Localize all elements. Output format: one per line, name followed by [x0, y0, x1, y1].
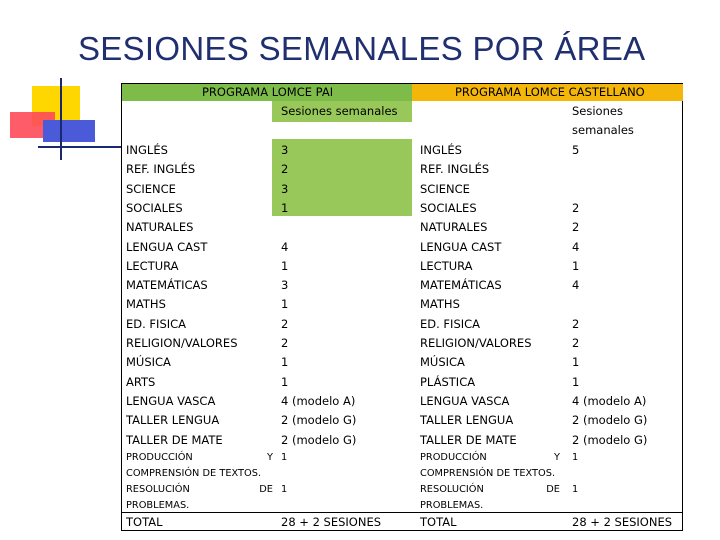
castellano-subject: TALLER LENGUA: [420, 413, 514, 428]
castellano-subject: LENGUA CAST: [420, 239, 502, 254]
pai-sessions: 1: [281, 374, 289, 389]
castellano-subject: TALLER DE MATE: [420, 432, 517, 447]
castellano-sessions: 4: [572, 239, 580, 254]
pai-sessions: 4 (modelo A): [281, 393, 356, 408]
pai-subject: SCIENCE: [126, 181, 176, 196]
castellano-sessions: 5: [572, 143, 580, 157]
pai-subject: ARTS: [126, 374, 156, 389]
pai-sessions: 2: [281, 336, 289, 350]
pai-sessions: 3: [281, 181, 289, 196]
castellano-sessions: 1: [572, 374, 580, 389]
produccion-castellano-label: PRODUCCIÓN Y COMPRENSIÓN DE TEXTOS.: [420, 452, 560, 479]
pai-subject: LENGUA CAST: [126, 239, 208, 254]
castellano-sessions: 4 (modelo A): [572, 393, 647, 408]
resolucion-castellano-value: 1: [572, 484, 579, 495]
produccion-label: PRODUCCIÓN Y COMPRENSIÓN DE TEXTOS.: [126, 452, 273, 479]
castellano-subheader-line2: semanales: [572, 123, 634, 137]
castellano-sessions: 1: [572, 355, 580, 370]
castellano-subject: INGLÉS: [420, 143, 462, 157]
castellano-subject: REF. INGLÉS: [420, 162, 490, 177]
castellano-subject: MATEMÁTICAS: [420, 278, 502, 293]
pai-subject: REF. INGLÉS: [126, 162, 196, 177]
castellano-sessions: 2: [572, 220, 580, 235]
pai-subject: RELIGION/VALORES: [126, 336, 238, 350]
pai-sessions: 1: [281, 258, 289, 273]
castellano-subject: PLÁSTICA: [420, 374, 476, 389]
castellano-subject: SOCIALES: [420, 200, 477, 215]
sessions-table: [121, 83, 683, 531]
castellano-sessions: 2: [572, 200, 580, 215]
castellano-sessions: 2 (modelo G): [572, 432, 648, 447]
pai-header: PROGRAMA LOMCE PAI: [202, 85, 334, 99]
produccion-castellano-value: 1: [572, 452, 579, 463]
pai-sessions: 1: [281, 200, 289, 215]
castellano-subject: LECTURA: [420, 258, 473, 273]
total-label: TOTAL: [126, 515, 163, 529]
castellano-header: PROGRAMA LOMCE CASTELLANO: [455, 85, 645, 99]
castellano-sessions: 2: [572, 316, 580, 331]
pai-subject: NATURALES: [126, 220, 194, 235]
pai-sessions: 3: [281, 278, 289, 293]
resolucion-label: RESOLUCIÓN DE PROBLEMAS.: [126, 484, 273, 511]
castellano-subject: NATURALES: [420, 220, 488, 235]
pai-sessions: 1: [281, 355, 289, 370]
castellano-subject: MATHS: [420, 297, 460, 312]
pai-sessions: 2 (modelo G): [281, 432, 357, 447]
pai-subject: MATHS: [126, 297, 166, 312]
pai-subject: TALLER LENGUA: [126, 413, 220, 428]
pai-subject: MATEMÁTICAS: [126, 278, 208, 293]
pai-sessions: 1: [281, 297, 289, 312]
castellano-sessions: 2: [572, 336, 580, 350]
pai-subject: MÚSICA: [126, 355, 171, 370]
decorative-horizontal-line: [38, 146, 122, 148]
total-pai-value: 28 + 2 SESIONES: [281, 515, 382, 529]
produccion-pai-value: 1: [281, 452, 288, 463]
page-title: SESIONES SEMANALES POR ÁREA: [78, 30, 646, 67]
pai-subject: SOCIALES: [126, 200, 183, 215]
castellano-subject: ED. FISICA: [420, 316, 481, 331]
pai-sessions: 2: [281, 316, 289, 331]
resolucion-pai-value: 1: [281, 484, 288, 495]
castellano-subheader-line1: Sesiones: [572, 104, 623, 118]
pai-subject: LENGUA VASCA: [126, 393, 216, 408]
total-castellano-value: 28 + 2 SESIONES: [572, 515, 673, 529]
pai-subheader: Sesiones semanales: [281, 104, 398, 118]
castellano-subject: RELIGION/VALORES: [420, 336, 532, 350]
castellano-sessions: 4: [572, 278, 580, 293]
castellano-sessions: 2 (modelo G): [572, 413, 648, 428]
pai-sessions: 4: [281, 239, 289, 254]
castellano-subject: MÚSICA: [420, 355, 465, 370]
pai-sessions: 2 (modelo G): [281, 413, 357, 428]
pai-subject: LECTURA: [126, 258, 179, 273]
pai-sessions: 2: [281, 162, 289, 177]
resolucion-castellano-label: RESOLUCIÓN DE PROBLEMAS.: [420, 484, 560, 511]
pai-subject: INGLÉS: [126, 143, 168, 157]
total-castellano-label: TOTAL: [420, 515, 457, 529]
pai-subject: TALLER DE MATE: [126, 432, 223, 447]
pai-subject: ED. FISICA: [126, 316, 187, 331]
castellano-sessions: 1: [572, 258, 580, 273]
castellano-subject: LENGUA VASCA: [420, 393, 510, 408]
decorative-blue-square: [43, 120, 95, 142]
castellano-subject: SCIENCE: [420, 181, 470, 196]
pai-sessions: 3: [281, 143, 289, 157]
